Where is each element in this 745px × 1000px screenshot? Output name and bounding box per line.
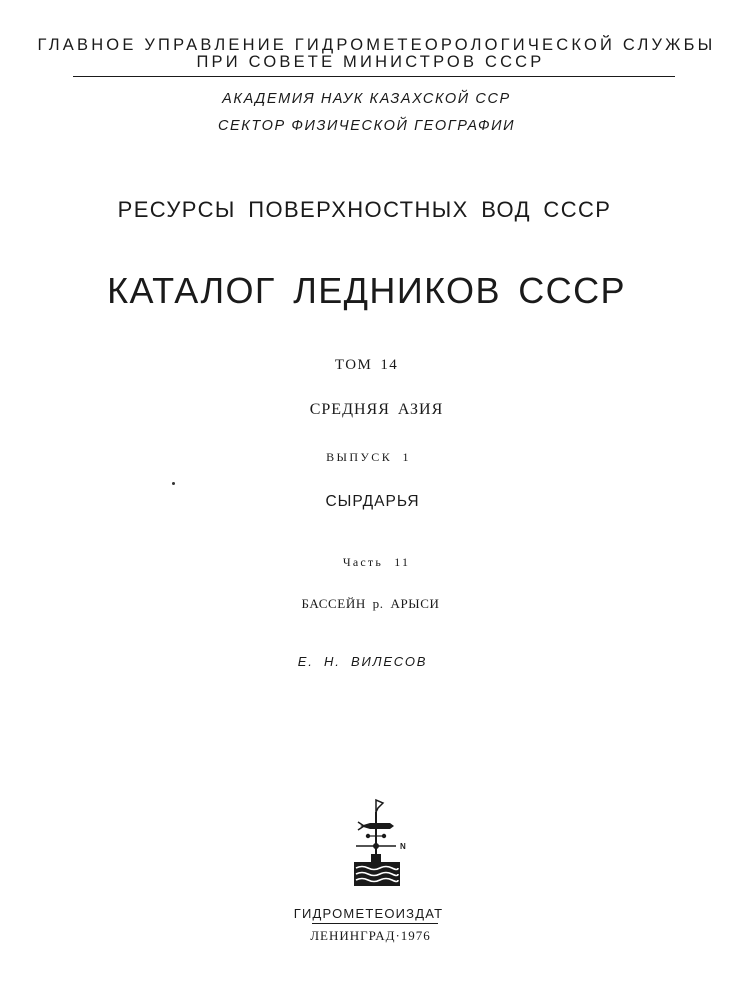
academy-line: АКАДЕМИЯ НАУК КАЗАХСКОЙ ССР <box>222 91 511 107</box>
region-label: СРЕДНЯЯ АЗИЯ <box>309 401 444 418</box>
header-divider <box>73 76 675 77</box>
part-label: Часть 11 <box>342 555 411 569</box>
series-title: РЕСУРСЫ ПОВЕРХНОСТНЫХ ВОД СССР <box>117 197 612 222</box>
basin-label: БАССЕЙН р. АРЫСИ <box>301 596 440 611</box>
emblem-letter: N <box>400 842 406 851</box>
issue-label: ВЫПУСК 1 <box>326 450 411 464</box>
sector-line: СЕКТОР ФИЗИЧЕСКОЙ ГЕОГРАФИИ <box>217 118 516 134</box>
main-title: КАТАЛОГ ЛЕДНИКОВ СССР <box>107 270 626 311</box>
volume-label: ТОМ 14 <box>334 357 399 373</box>
header-line-1: ГЛАВНОЕ УПРАВЛЕНИЕ ГИДРОМЕТЕОРОЛОГИЧЕСКОЙ СЛУЖБЫ <box>37 36 716 54</box>
publisher-name: ГИДРОМЕТЕОИЗДАТ <box>293 906 444 921</box>
weather-vane-emblem-icon <box>346 796 408 888</box>
author-name: Е. Н. ВИЛЕСОВ <box>297 654 428 669</box>
header-line-2: ПРИ СОВЕТЕ МИНИСТРОВ СССР <box>196 53 545 71</box>
publisher-city-year: ЛЕНИНГРАД·1976 <box>310 928 431 943</box>
river-label: СЫРДАРЬЯ <box>325 493 420 510</box>
stray-dot <box>172 482 175 485</box>
publisher-divider <box>312 923 438 924</box>
